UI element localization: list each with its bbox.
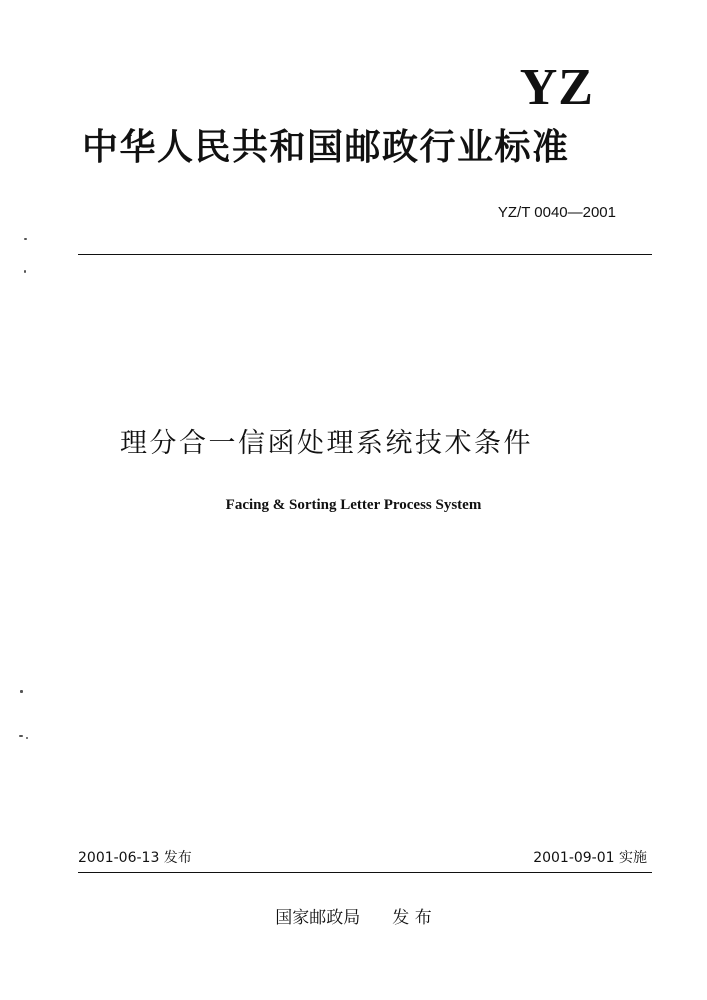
standard-code: YZ/T 0040—2001 <box>497 204 616 221</box>
standard-heading: 中华人民共和国邮政行业标准 <box>82 127 570 168</box>
bottom-divider <box>78 872 652 873</box>
scan-speck <box>24 270 26 273</box>
scan-speck <box>24 238 27 240</box>
implementation-date: 2001-09-01 实施 <box>533 850 647 866</box>
issuer-action: 发 布 <box>392 908 432 928</box>
document-title: 理分合一信函处理系统技术条件 <box>120 428 533 459</box>
document-subtitle-english: Facing & Sorting Letter Process System <box>225 497 482 513</box>
scan-speck <box>20 690 23 693</box>
yz-logo: YZ <box>519 59 594 116</box>
scan-speck <box>26 737 28 739</box>
issuer-line <box>0 910 707 927</box>
issue-date: 2001-06-13 发布 <box>78 850 192 866</box>
top-divider <box>78 254 652 255</box>
scan-speck <box>19 735 23 737</box>
issuer-name: 国家邮政局 <box>275 908 361 928</box>
